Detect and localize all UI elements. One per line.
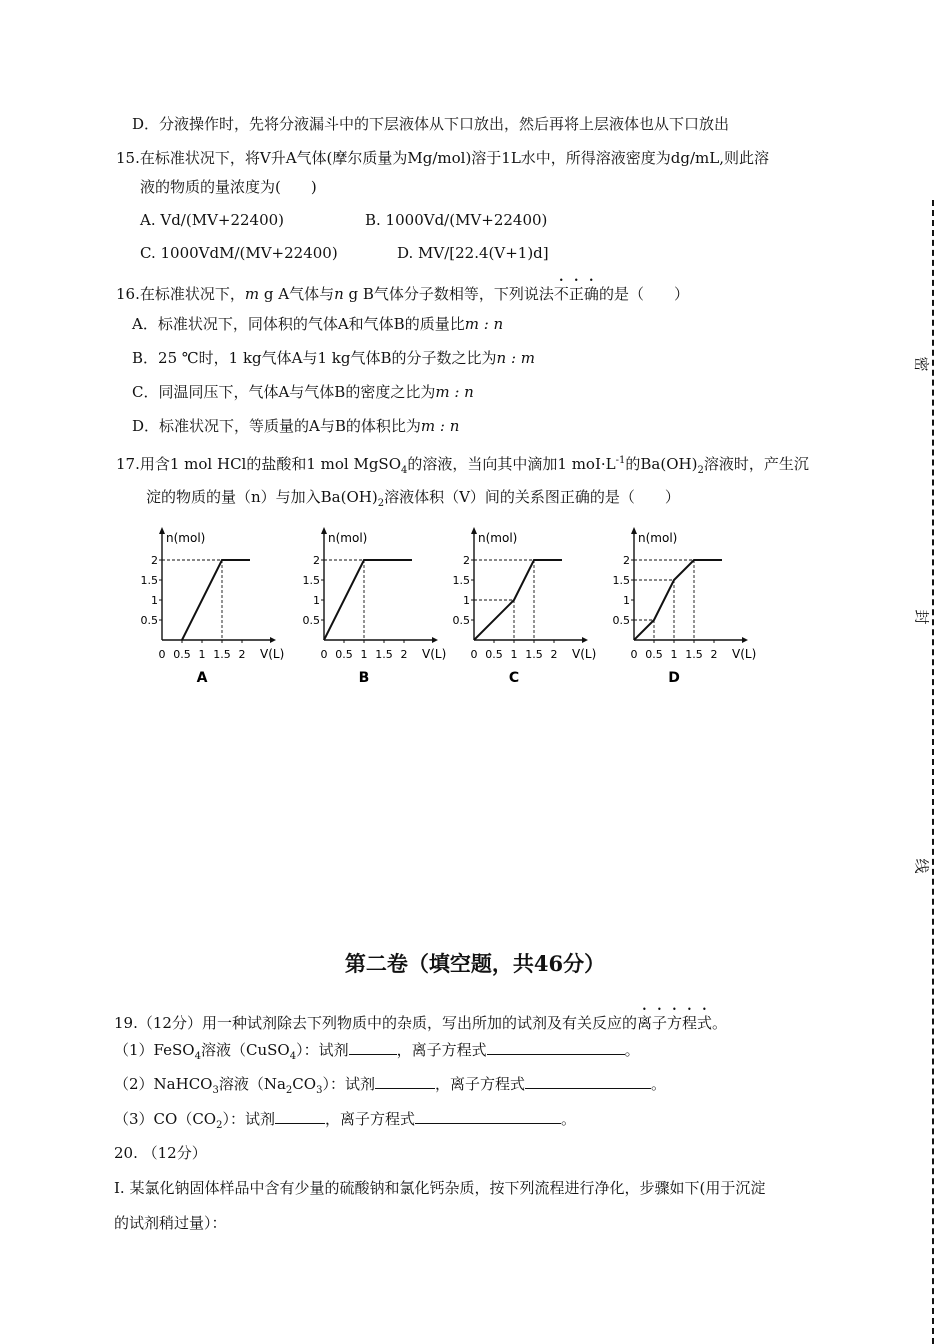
chart-label: B xyxy=(358,670,370,686)
y-tick-label: 1.5 xyxy=(302,574,320,587)
y-tick-label: 1.5 xyxy=(452,574,470,587)
chart-label: D xyxy=(668,670,680,686)
q19-text: 。 xyxy=(624,1041,640,1059)
x-axis-label: V(L) xyxy=(572,647,597,661)
q17-sub: 2 xyxy=(377,498,385,509)
q19-text: ）：试剂 xyxy=(222,1110,275,1128)
x-tick-label: 0.5 xyxy=(335,648,353,661)
q16-emphasis: 不正确 xyxy=(553,285,599,303)
seal-char-xian: 线 xyxy=(912,858,931,874)
q16-option-b-text: B．25 ℃时，1 kg气体A与1 kg气体B的分子数之比为 xyxy=(132,349,497,367)
q17-text: 溶液时，产生沉 xyxy=(703,455,809,473)
q19-text: ）：试剂 xyxy=(322,1075,375,1093)
q17-stem-line1 xyxy=(116,451,809,481)
x-tick-label: 0.5 xyxy=(485,648,503,661)
x-axis-label: V(L) xyxy=(422,647,447,661)
q15-option-c: C. 1000VdM/(MV+22400) xyxy=(140,244,338,262)
q19-1-equation-blank[interactable] xyxy=(487,1040,625,1055)
q19-text: （1）FeSO xyxy=(114,1041,195,1059)
x-axis-arrow xyxy=(742,637,748,643)
q19-text: CO xyxy=(292,1075,317,1093)
q16-option-c xyxy=(132,382,474,402)
x-axis-label: V(L) xyxy=(260,647,285,661)
q16-stem-part: g A气体与 xyxy=(259,285,335,303)
x-tick-label: 0.5 xyxy=(173,648,191,661)
x-axis-label: V(L) xyxy=(732,647,757,661)
q19-text: （2）NaHCO xyxy=(114,1075,213,1093)
q17-text: 的Ba(OH) xyxy=(625,455,698,473)
q19-stem-text: 19.（12分）用一种试剂除去下列物质中的杂质，写出所加的试剂及有关反应的 xyxy=(114,1014,637,1032)
q15-option-d: D. MV/[22.4(V+1)d] xyxy=(397,244,549,262)
x-tick-label: 1.5 xyxy=(375,648,393,661)
q19-item-3 xyxy=(114,1109,576,1136)
q19-stem xyxy=(114,1005,727,1033)
x-tick-label: 1 xyxy=(670,648,678,661)
chart-label: C xyxy=(508,670,520,686)
q16-option-b xyxy=(132,348,535,368)
q19-text: （3）CO（CO xyxy=(114,1110,217,1128)
q19-sub: 2 xyxy=(216,1120,223,1131)
q19-emphasis: 离子方程式 xyxy=(636,1014,712,1032)
q20-head: 20. （12分） xyxy=(114,1144,207,1162)
q19-text: 溶液（Na xyxy=(218,1075,286,1093)
q20-line2: 的试剂稍过量）： xyxy=(114,1214,227,1232)
y-tick-label: 2 xyxy=(623,554,630,567)
y-axis-arrow xyxy=(631,527,637,534)
x-tick-label: 2 xyxy=(238,648,246,661)
y-tick-label: 1 xyxy=(151,594,158,607)
q19-sub: 4 xyxy=(289,1051,297,1062)
q17-sub: 2 xyxy=(697,465,704,476)
q19-2-equation-blank[interactable] xyxy=(525,1074,651,1089)
x-tick-label: 1 xyxy=(360,648,368,661)
x-axis-arrow xyxy=(432,637,438,643)
q17-text: 淀的物质的量（n）与加入Ba(OH) xyxy=(146,488,378,506)
y-tick-label: 1 xyxy=(463,594,470,607)
q19-sub: 3 xyxy=(316,1085,323,1096)
q16-stem-part: g B气体分子数相等，下列说法 xyxy=(343,285,554,303)
y-tick-label: 1 xyxy=(623,594,630,607)
q16-stem xyxy=(116,276,689,304)
q16-stem-part: 的是（ ） xyxy=(598,285,689,303)
q15-stem-line2: 液的物质的量浓度为( ) xyxy=(140,178,317,196)
q17-sub: 4 xyxy=(401,465,408,476)
chart-B xyxy=(300,522,460,692)
q20-line1: I. 某氯化钠固体样品中含有少量的硫酸钠和氯化钙杂质，按下列流程进行净化，步骤如下(用于沉淀 xyxy=(114,1179,766,1197)
q19-item-2 xyxy=(114,1074,666,1101)
q17-sup: -1 xyxy=(615,455,626,466)
y-tick-label: 0.5 xyxy=(140,614,158,627)
q19-text: ，离子方程式 xyxy=(396,1041,487,1059)
q16-stem-part: 16.在标准状况下， xyxy=(116,285,245,303)
y-tick-label: 1 xyxy=(313,594,320,607)
section-title: 第二卷（填空题，共46分） xyxy=(344,951,606,976)
q19-text: ）：试剂 xyxy=(296,1041,349,1059)
x-tick-label: 0 xyxy=(158,648,166,661)
q19-text: 。 xyxy=(650,1075,666,1093)
q17-text: 17.用含1 mol HCl的盐酸和1 mol MgSO xyxy=(116,455,402,473)
y-tick-label: 2 xyxy=(463,554,470,567)
seal-char-mi: 密 xyxy=(912,356,931,372)
q19-3-equation-blank[interactable] xyxy=(415,1109,561,1124)
series-line xyxy=(324,560,412,640)
q19-item-1 xyxy=(114,1040,640,1067)
x-tick-label: 0 xyxy=(320,648,328,661)
x-tick-label: 2 xyxy=(710,648,718,661)
chart-C xyxy=(450,522,610,692)
q16-option-c-ratio: m : n xyxy=(435,383,474,401)
seal-char-feng: 封 xyxy=(912,609,931,625)
series-line xyxy=(474,560,562,640)
q19-sub: 4 xyxy=(194,1051,201,1062)
y-tick-label: 1.5 xyxy=(612,574,630,587)
q19-3-reagent-blank[interactable] xyxy=(275,1109,325,1124)
q17-text: 溶液体积（V）间的关系图正确的是（ ） xyxy=(384,488,680,506)
y-tick-label: 1.5 xyxy=(140,574,158,587)
x-tick-label: 2 xyxy=(400,648,408,661)
q19-1-reagent-blank[interactable] xyxy=(349,1040,397,1055)
y-tick-label: 0.5 xyxy=(302,614,320,627)
chart-D xyxy=(610,522,770,692)
q14-option-d: D．分液操作时，先将分液漏斗中的下层液体从下口放出，然后再将上层液体也从下口放出 xyxy=(132,115,730,133)
q16-var-m: m xyxy=(244,285,260,303)
q16-option-a xyxy=(132,314,503,334)
q16-option-c-text: C．同温同压下，气体A与气体B的密度之比为 xyxy=(132,383,436,401)
q16-option-d-text: D．标准状况下，等质量的A与B的体积比为 xyxy=(132,417,421,435)
y-axis-arrow xyxy=(471,527,477,534)
q16-option-a-ratio: m : n xyxy=(464,315,504,333)
x-tick-label: 0 xyxy=(470,648,478,661)
series-line xyxy=(634,560,722,640)
x-tick-label: 1.5 xyxy=(525,648,543,661)
x-tick-label: 1.5 xyxy=(213,648,231,661)
x-tick-label: 1 xyxy=(510,648,518,661)
y-axis-label: n(mol) xyxy=(328,531,368,545)
q15-option-b: B. 1000Vd/(MV+22400) xyxy=(365,211,548,229)
q16-option-d xyxy=(132,416,459,436)
x-axis-arrow xyxy=(582,637,588,643)
x-tick-label: 2 xyxy=(550,648,558,661)
y-tick-label: 2 xyxy=(151,554,158,567)
x-tick-label: 0 xyxy=(630,648,638,661)
q17-stem-line2 xyxy=(146,487,680,514)
seal-dashed-line xyxy=(932,200,934,1344)
y-tick-label: 0.5 xyxy=(612,614,630,627)
x-tick-label: 0.5 xyxy=(645,648,663,661)
y-axis-label: n(mol) xyxy=(166,531,206,545)
q19-sub: 3 xyxy=(212,1085,219,1096)
q19-2-reagent-blank[interactable] xyxy=(375,1074,435,1089)
q19-text: ，离子方程式 xyxy=(324,1110,415,1128)
q19-text: 。 xyxy=(561,1110,577,1128)
chart-label: A xyxy=(196,670,208,686)
q19-sub: 2 xyxy=(285,1085,293,1096)
y-axis-label: n(mol) xyxy=(478,531,518,545)
series-line xyxy=(182,560,250,640)
y-axis-arrow xyxy=(321,527,327,534)
q19-text: 溶液（CuSO xyxy=(200,1041,290,1059)
q16-option-a-text: A．标准状况下，同体积的气体A和气体B的质量比 xyxy=(132,315,465,333)
y-axis-label: n(mol) xyxy=(638,531,678,545)
q15-stem-line1: 15.在标准状况下，将V升A气体(摩尔质量为Mg/mol)溶于1L水中，所得溶液密度为dg/mL,则此溶 xyxy=(116,149,770,167)
q16-option-b-ratio: n : m xyxy=(496,349,536,367)
q17-text: 的溶液，当向其中滴加1 moI·L xyxy=(407,455,616,473)
x-tick-label: 1 xyxy=(198,648,206,661)
q16-option-d-ratio: m : n xyxy=(420,417,460,435)
chart-A xyxy=(138,522,298,692)
x-axis-arrow xyxy=(270,637,276,643)
y-tick-label: 0.5 xyxy=(452,614,470,627)
q19-text: ，离子方程式 xyxy=(434,1075,525,1093)
q16-var-n: n xyxy=(334,285,344,303)
y-tick-label: 2 xyxy=(313,554,320,567)
q19-stem-text: 。 xyxy=(711,1014,727,1032)
y-axis-arrow xyxy=(159,527,165,534)
q15-option-a: A. Vd/(MV+22400) xyxy=(140,211,285,229)
x-tick-label: 1.5 xyxy=(685,648,703,661)
